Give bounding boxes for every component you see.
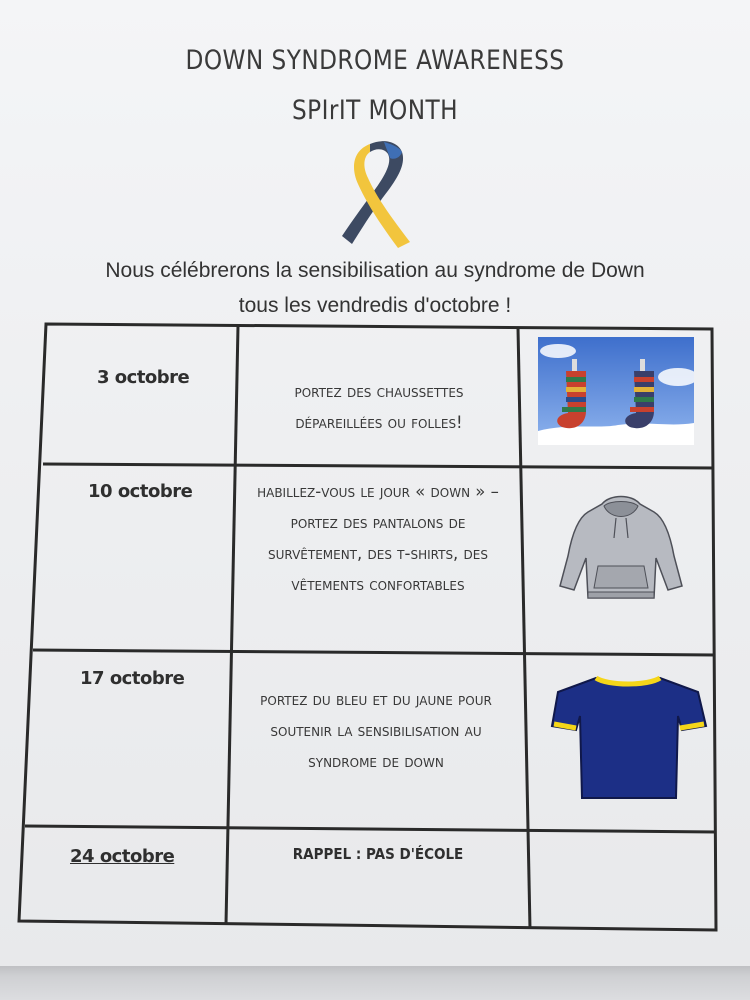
row-3-line-2: soutenir la sensibilisation au [270, 721, 482, 740]
intro-line-1: Nous célébrerons la sensibilisation au syndrome de Down [105, 259, 645, 282]
row-2-date: 10 octobre [88, 481, 193, 502]
mismatched-socks-image [538, 337, 694, 445]
hoodie-image [558, 494, 684, 602]
row-4-date: 24 octobre [70, 846, 175, 867]
row-1-description [238, 376, 520, 438]
row-1-date: 3 octobre [97, 367, 190, 388]
flyer-title: DOWN SYNDROME AWARENESS [185, 45, 565, 76]
flyer-subtitle: SPIrIT MONTH [291, 95, 459, 126]
row-3-description [230, 684, 522, 777]
row-2-line-4: vêtements confortables [291, 575, 465, 594]
row-3-line-1: portez du bleu et du jaune pour [260, 690, 492, 709]
row-2-line-3: survêtement, des t-shirts, des [267, 544, 488, 563]
row-2-line-1: habillez-vous le jour « down » – [257, 482, 499, 501]
row-3-line-3: syndrome de down [308, 752, 444, 771]
row-2-description [236, 476, 520, 600]
intro-line-2: tous les vendredis d'octobre ! [238, 294, 512, 317]
row-1-line-2: dépareillées ou folles! [295, 413, 463, 432]
row-3-date: 17 octobre [80, 668, 185, 689]
row-1-line-1: portez des chaussettes [294, 382, 464, 401]
blue-yellow-tshirt-image [548, 672, 708, 802]
row-2-line-2: portez des pantalons de [290, 513, 466, 532]
no-school-reminder: RAPPEL : PAS D'ÉCOLE [292, 845, 464, 863]
